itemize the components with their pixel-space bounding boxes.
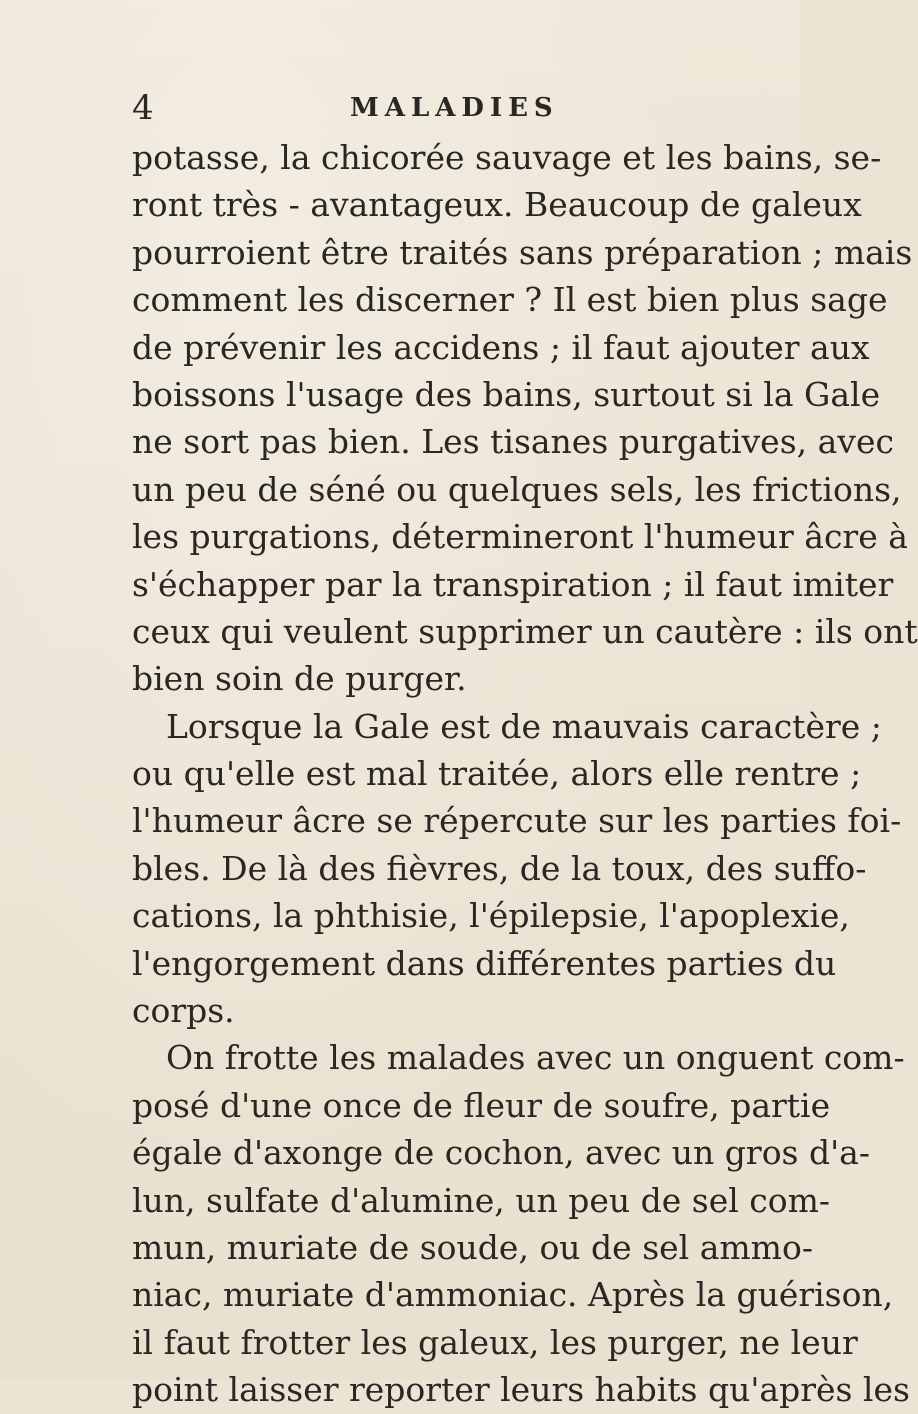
text-line: pourroient être traités sans préparation ; mais: [132, 232, 913, 272]
page-number: 4: [132, 88, 154, 128]
text-line: ne sort pas bien. Les tisanes purgatives, avec: [132, 422, 894, 462]
text-line: corps.: [132, 991, 235, 1031]
text-line: les purgations, détermineront l'humeur âcre à: [132, 517, 908, 557]
text-line: il faut frotter les galeux, les purger, ne leur: [132, 1322, 858, 1362]
text-line: ou qu'elle est mal traitée, alors elle rentre ;: [132, 754, 862, 794]
text-line: bien soin de purger.: [132, 659, 467, 699]
text-line: On frotte les malades avec un onguent com-: [166, 1038, 905, 1078]
text-line: ront très - avantageux. Beaucoup de galeux: [132, 185, 862, 225]
text-line: point laisser reporter leurs habits qu'après les: [132, 1370, 910, 1410]
text-line: niac, muriate d'ammoniac. Après la guérison,: [132, 1275, 894, 1315]
running-title: MALADIES: [350, 93, 559, 123]
text-line: boissons l'usage des bains, surtout si la Gale: [132, 374, 881, 414]
text-line: égale d'axonge de cochon, avec un gros d'a-: [132, 1133, 871, 1173]
text-line: ceux qui veulent supprimer un cautère : ils ont: [132, 611, 918, 651]
text-line: de prévenir les accidens ; il faut ajouter aux: [132, 327, 870, 367]
text-line: comment les discerner ? Il est bien plus sage: [132, 280, 888, 320]
text-line: posé d'une once de fleur de soufre, partie: [132, 1085, 831, 1125]
text-line: l'engorgement dans différentes parties du: [132, 943, 837, 983]
text-line: potasse, la chicorée sauvage et les bains, se-: [132, 138, 882, 177]
text-line: l'humeur âcre se répercute sur les parties foi-: [132, 801, 902, 841]
text-line: un peu de séné ou quelques sels, les frictions,: [132, 469, 902, 509]
text-line: s'échapper par la transpiration ; il faut imiter: [132, 564, 894, 604]
page-header: [132, 88, 732, 128]
text-line: cations, la phthisie, l'épilepsie, l'apoplexie,: [132, 896, 850, 936]
text-line: lun, sulfate d'alumine, un peu de sel com-: [132, 1180, 831, 1220]
text-line: mun, muriate de soude, ou de sel ammo-: [132, 1227, 813, 1267]
body-text: [132, 134, 918, 1414]
text-line: Lorsque la Gale est de mauvais caractère ;: [166, 706, 882, 746]
text-line: bles. De là des fièvres, de la toux, des suffo-: [132, 848, 867, 888]
